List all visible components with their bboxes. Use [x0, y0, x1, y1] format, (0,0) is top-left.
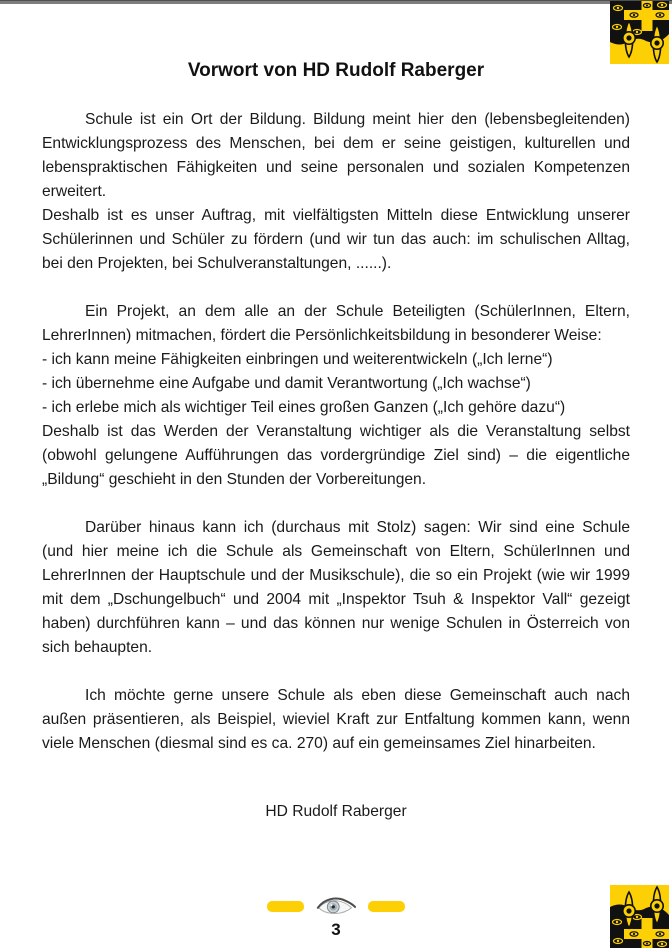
document-body	[42, 0, 630, 824]
paragraph-werden-der-veranstaltung: Deshalb ist das Werden der Veranstaltung wichtiger als die Veranstaltung selbst (obwohl gelungene Aufführungen das vordergründige Ziel sind) – die eigentliche „Bildung“ geschieht in den Stunden der Vorbereitungen.	[42, 423, 630, 488]
footer-ornament-row	[0, 894, 672, 918]
paragraph-schule-bildung: Schule ist ein Ort der Bildung. Bildung meint hier den (lebensbegleitenden) Entwicklungsprozess des Menschen, bei dem er seine geistigen, kulturellen und lebenspraktischen Fähigkeiten und seine personalen und sozialen Kompetenzen erweitert.	[42, 111, 630, 200]
paragraph-projekt: Ein Projekt, an dem alle an der Schule Beteiligten (SchülerInnen, Eltern, LehrerInnen) mitmachen, fördert die Persönlichkeitsbildung in besonderer Weise:	[42, 303, 630, 344]
paragraph-gemeinschaft: Ich möchte gerne unsere Schule als eben diese Gemeinschaft auch nach außen präsentieren, als Beispiel, wieviel Kraft zur Entfaltung kommen kann, wenn viele Menschen (diesmal sind es ca. 270) auf ein gemeinsames Ziel hinarbeiten.	[42, 687, 630, 752]
list-item-ich-gehoere-dazu: - ich erlebe mich als wichtiger Teil eines großen Ganzen („Ich gehöre dazu“)	[42, 399, 566, 416]
paragraph-auftrag: Deshalb ist es unser Auftrag, mit vielfältigsten Mitteln diese Entwicklung unserer Schülerinnen und Schüler zu fördern (und wir tun das auch: im schulischen Alltag, bei den Projekten, bei Schulveranstaltungen, ......).	[42, 207, 630, 272]
signature: HD Rudolf Raberger	[265, 803, 407, 820]
paragraph-stolz: Darüber hinaus kann ich (durchaus mit Stolz) sagen: Wir sind eine Schule (und hier meine ich die Schule als Gemeinschaft von Eltern, SchülerInnen und LehrerInnen der Hauptschule und der Musikschule), die so ein Projekt (wie wir 1999 mit dem „Dschungelbuch“ und 2004 mit „Inspektor Tsuh & Inspektor Vall“ gezeigt haben) durchführen kann – und das können nur wenige Schulen in Österreich von sich behaupten.	[42, 519, 630, 656]
list-item-ich-wachse: - ich übernehme eine Aufgabe und damit Verantwortung („Ich wachse“)	[42, 375, 531, 392]
page-number: 3	[331, 920, 341, 939]
page-footer	[0, 894, 672, 940]
page-title: Vorwort von HD Rudolf Raberger	[187, 60, 485, 81]
footer-dash-right	[368, 901, 405, 912]
footer-dash-left	[267, 901, 304, 912]
list-item-ich-lerne: - ich kann meine Fähigkeiten einbringen und weiterentwickeln („Ich lerne“)	[42, 351, 553, 368]
eye-icon	[316, 895, 356, 917]
